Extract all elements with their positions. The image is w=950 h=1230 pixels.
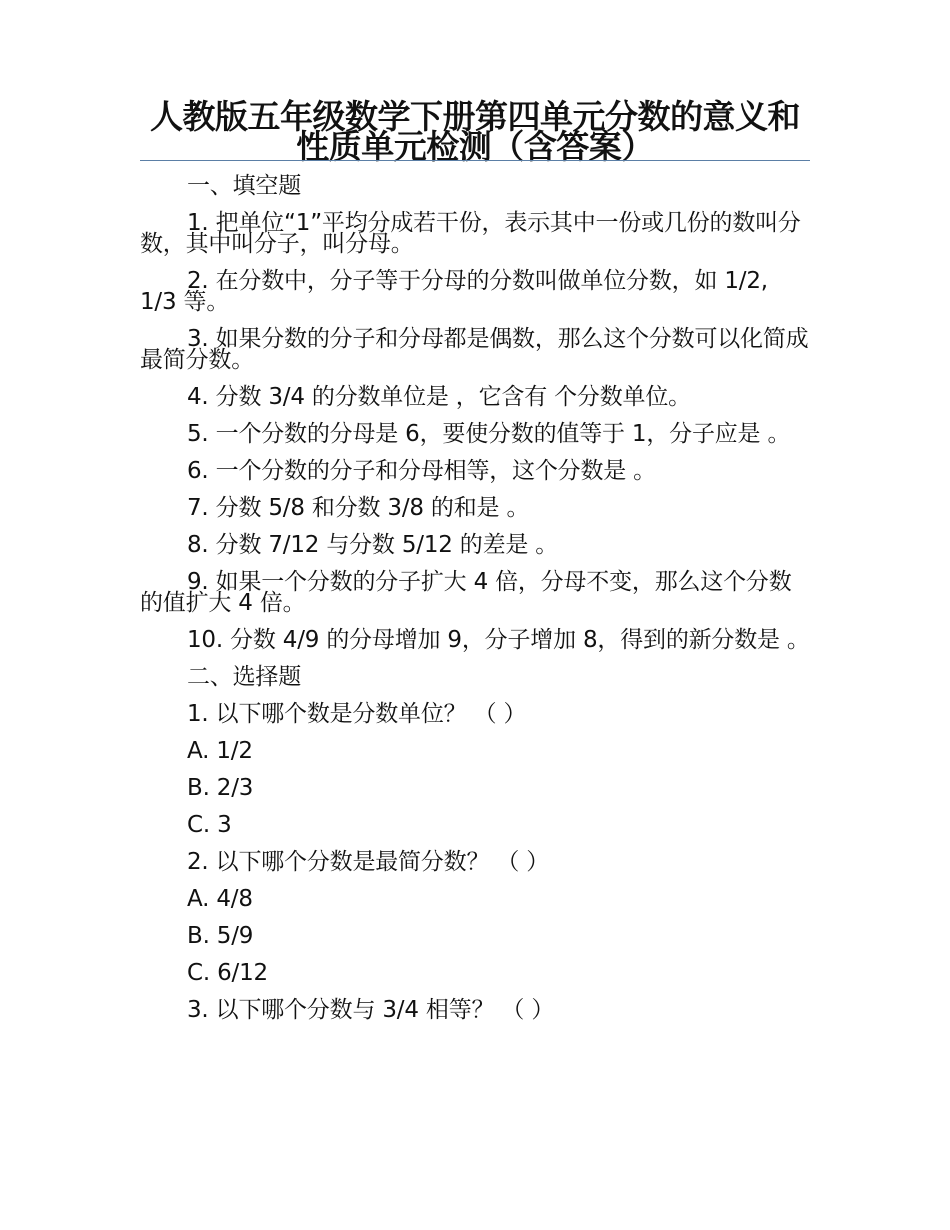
fill-question-5: 5. 一个分数的分母是 6，要使分数的值等于 1，分子应是 。 bbox=[187, 421, 791, 447]
fill-question-10: 10. 分数 4/9 的分母增加 9，分子增加 8，得到的新分数是 。 bbox=[187, 627, 810, 653]
choice-question-1-option-a: A. 1/2 bbox=[187, 738, 253, 764]
fill-question-9: 9. 如果一个分数的分子扩大 4 倍，分母不变，那么这个分数的值扩大 4 倍。 bbox=[140, 569, 792, 616]
section-heading-fill-in: 一、填空题 bbox=[187, 173, 302, 199]
fill-question-7: 7. 分数 5/8 和分数 3/8 的和是 。 bbox=[187, 495, 530, 521]
document-title: 人教版五年级数学下册第四单元分数的意义和性质单元检测（含答案） bbox=[150, 97, 800, 166]
fill-question-4: 4. 分数 3/4 的分数单位是 ，它含有 个分数单位。 bbox=[187, 384, 691, 410]
choice-question-2-option-a: A. 4/8 bbox=[187, 886, 253, 912]
section-heading-multiple-choice: 二、选择题 bbox=[187, 664, 302, 690]
choice-question-1-option-c: C. 3 bbox=[187, 812, 232, 838]
choice-question-2-option-b: B. 5/9 bbox=[187, 923, 254, 949]
fill-question-6: 6. 一个分数的分子和分母相等，这个分数是 。 bbox=[187, 458, 656, 484]
fill-question-8: 8. 分数 7/12 与分数 5/12 的差是 。 bbox=[187, 532, 559, 558]
document-body bbox=[140, 173, 810, 1037]
choice-question-2-option-c: C. 6/12 bbox=[187, 960, 268, 986]
fill-question-1: 1. 把单位“1”平均分成若干份，表示其中一份或几份的数叫分数，其中叫分子，叫分母。 bbox=[140, 210, 801, 257]
fill-question-3: 3. 如果分数的分子和分母都是偶数，那么这个分数可以化简成最简分数。 bbox=[140, 326, 809, 373]
title-underline bbox=[140, 160, 810, 161]
choice-question-3: 3. 以下哪个分数与 3/4 相等？ （ ） bbox=[187, 997, 555, 1023]
choice-question-1: 1. 以下哪个数是分数单位？ （ ） bbox=[187, 701, 527, 727]
choice-question-2: 2. 以下哪个分数是最简分数？ （ ） bbox=[187, 849, 550, 875]
choice-question-1-option-b: B. 2/3 bbox=[187, 775, 254, 801]
fill-question-2: 2. 在分数中，分子等于分母的分数叫做单位分数，如 1/2, 1/3 等。 bbox=[140, 268, 768, 315]
